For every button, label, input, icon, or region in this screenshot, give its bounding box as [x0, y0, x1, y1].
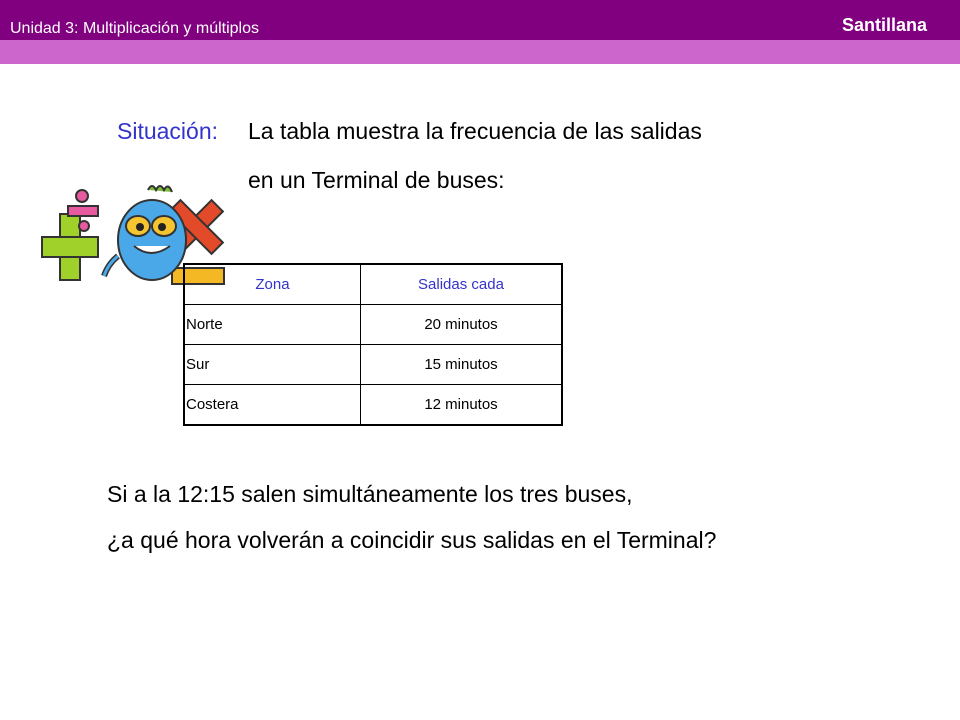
table-header-row	[184, 264, 562, 305]
table-row	[184, 385, 562, 426]
question-line-2: ¿a qué hora volverán a coincidir sus salidas en el Terminal?	[107, 527, 717, 553]
unit-title: Unidad 3: Multiplicación y múltiplos	[10, 20, 259, 37]
zone-cell: Sur	[184, 345, 361, 385]
situation-line-2: en un Terminal de buses:	[248, 167, 505, 193]
zone-cell: Norte	[184, 305, 361, 345]
situation-line-1: La tabla muestra la frecuencia de las salidas	[248, 118, 702, 144]
zone-cell: Costera	[184, 385, 361, 426]
bus-frequency-table	[183, 263, 563, 426]
column-header-frequency: Salidas cada	[361, 264, 563, 305]
frequency-cell: 20 minutos	[361, 305, 563, 345]
situation-label: Situación:	[117, 118, 219, 144]
table-row	[184, 345, 562, 385]
frequency-cell: 15 minutos	[361, 345, 563, 385]
column-header-zone: Zona	[184, 264, 361, 305]
header-subbar	[0, 40, 960, 64]
brand-name: Santillana	[841, 15, 927, 35]
question-line-1: Si a la 12:15 salen simultáneamente los tres buses,	[107, 481, 633, 507]
frequency-cell: 12 minutos	[361, 385, 563, 426]
monster-icon	[104, 186, 186, 280]
table-row	[184, 305, 562, 345]
